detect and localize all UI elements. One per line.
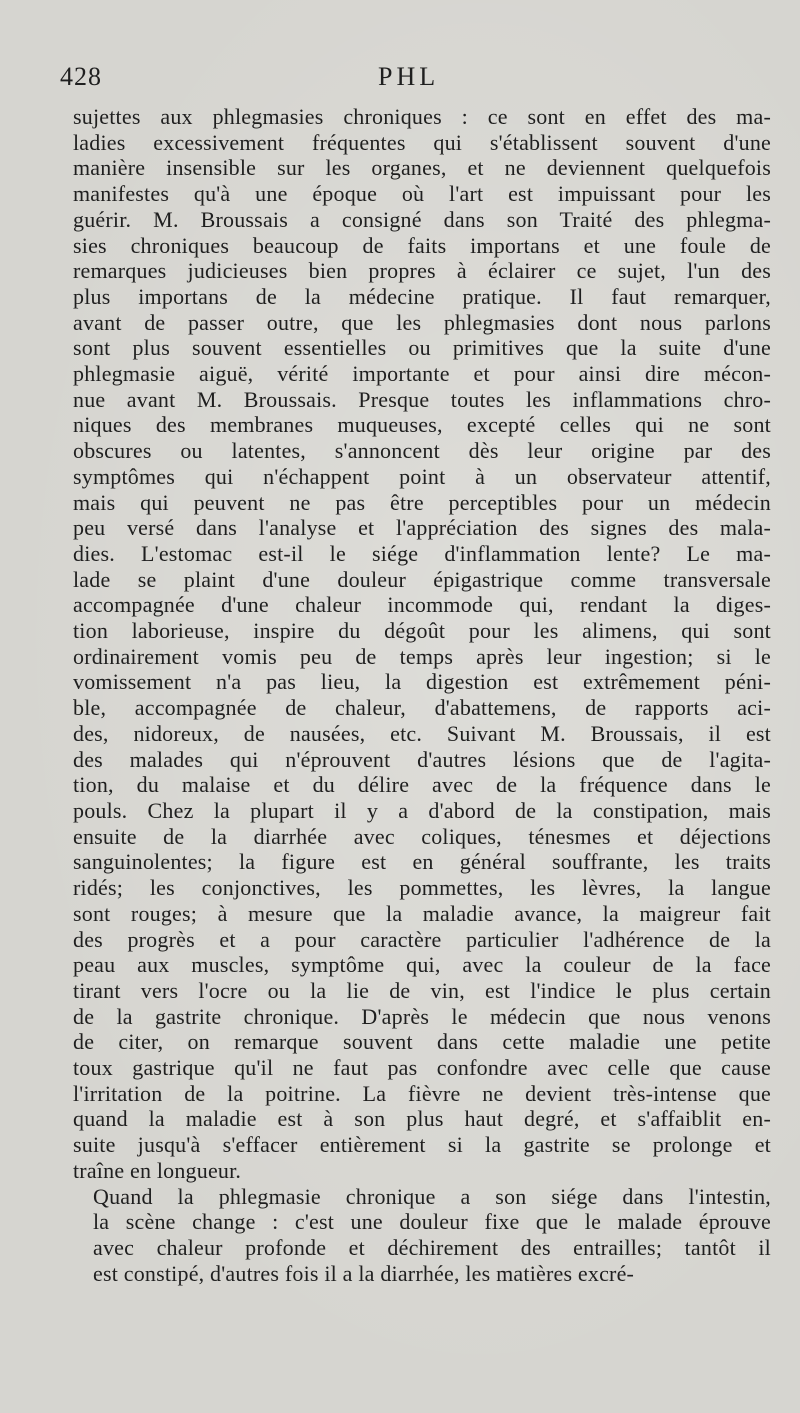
text-line: tion laborieuse, inspire du dégoût pour les alimens, qui sont — [73, 618, 771, 644]
text-line: guérir. M. Broussais a consigné dans son Traité des phlegma- — [73, 206, 771, 232]
text-line: de la gastrite chronique. D'après le médecin que nous venons — [73, 1003, 771, 1029]
text-line: peau aux muscles, symptôme qui, avec la couleur de la face — [73, 952, 771, 978]
text-line: symptômes qui n'échappent point à un observateur attentif, — [73, 463, 771, 489]
text-line: tirant vers l'ocre ou la lie de vin, est l'indice le plus certain — [73, 977, 771, 1003]
text-line: sies chroniques beaucoup de faits importans et une foule de — [73, 232, 771, 258]
text-line: ensuite de la diarrhée avec coliques, ténesmes et déjections — [73, 823, 771, 849]
text-line: avec chaleur profonde et déchirement des entrailles; tantôt il — [93, 1234, 771, 1260]
text-line: pouls. Chez la plupart il y a d'abord de la constipation, mais — [73, 797, 771, 823]
text-line: tion, du malaise et du délire avec de la fréquence dans le — [73, 772, 771, 798]
text-line: obscures ou latentes, s'annoncent dès leur origine par des — [73, 438, 771, 464]
text-line: dies. L'estomac est-il le siége d'inflammation lente? Le ma- — [73, 540, 771, 566]
text-line: ridés; les conjonctives, les pommettes, les lèvres, la langue — [73, 875, 771, 901]
text-line: mais qui peuvent ne pas être perceptibles pour un médecin — [73, 489, 771, 515]
text-line: phlegmasie aiguë, vérité importante et pour ainsi dire mécon- — [73, 361, 771, 387]
text-line: vomissement n'a pas lieu, la digestion est extrêmement péni- — [73, 669, 771, 695]
text-line: peu versé dans l'analyse et l'appréciation des signes des mala- — [73, 515, 771, 541]
text-line: plus importans de la médecine pratique. Il faut remarquer, — [73, 283, 771, 309]
text-line: des malades qui n'éprouvent d'autres lésions que de l'agita- — [73, 746, 771, 772]
text-line: traîne en longueur. — [73, 1157, 242, 1183]
text-line: est constipé, d'autres fois il a la diarrhée, les matières excré- — [93, 1260, 635, 1286]
running-head: PHL — [378, 62, 440, 91]
text-line: remarques judicieuses bien propres à éclairer ce sujet, l'un des — [73, 258, 771, 284]
text-line: quand la maladie est à son plus haut degré, et s'affaiblit en- — [73, 1106, 771, 1132]
text-line: sujettes aux phlegmasies chroniques : ce sont en effet des ma- — [73, 104, 771, 129]
text-line: manière insensible sur les organes, et ne deviennent quelquefois — [73, 155, 771, 181]
text-line: lade se plaint d'une douleur épigastrique comme transversale — [73, 566, 771, 592]
body-text — [73, 104, 771, 1286]
text-line: accompagnée d'une chaleur incommode qui, rendant la diges- — [73, 592, 771, 618]
page-header — [60, 62, 760, 102]
paragraph — [73, 1184, 771, 1287]
text-line: sanguinolentes; la figure est en général souffrante, les traits — [73, 849, 771, 875]
text-line: avant de passer outre, que les phlegmasies dont nous parlons — [73, 309, 771, 335]
text-line: la scène change : c'est une douleur fixe que le malade éprouve — [93, 1209, 771, 1235]
text-line: sont rouges; à mesure que la maladie avance, la maigreur fait — [73, 900, 771, 926]
page-number: 428 — [60, 62, 102, 91]
text-line: niques des membranes muqueuses, excepté celles qui ne sont — [73, 412, 771, 438]
text-line: Quand la phlegmasie chronique a son siége dans l'intestin, — [93, 1183, 771, 1209]
text-line: sont plus souvent essentielles ou primitives que la suite d'une — [73, 335, 771, 361]
text-line: toux gastrique qu'il ne faut pas confondre avec celle que cause — [73, 1055, 771, 1081]
paragraph — [73, 104, 771, 1184]
text-line: ladies excessivement fréquentes qui s'établissent souvent d'une — [73, 129, 771, 155]
text-line: l'irritation de la poitrine. La fièvre ne devient très-intense que — [73, 1080, 771, 1106]
text-line: ble, accompagnée de chaleur, d'abattemens, de rapports aci- — [73, 695, 771, 721]
text-line: de citer, on remarque souvent dans cette maladie une petite — [73, 1029, 771, 1055]
text-line: des progrès et a pour caractère particulier l'adhérence de la — [73, 926, 771, 952]
text-line: manifestes qu'à une époque où l'art est impuissant pour les — [73, 181, 771, 207]
text-line: suite jusqu'à s'effacer entièrement si la gastrite se prolonge et — [73, 1132, 771, 1158]
text-line: ordinairement vomis peu de temps après leur ingestion; si le — [73, 643, 771, 669]
text-line: nue avant M. Broussais. Presque toutes les inflammations chro- — [73, 386, 771, 412]
text-line: des, nidoreux, de nausées, etc. Suivant M. Broussais, il est — [73, 720, 771, 746]
